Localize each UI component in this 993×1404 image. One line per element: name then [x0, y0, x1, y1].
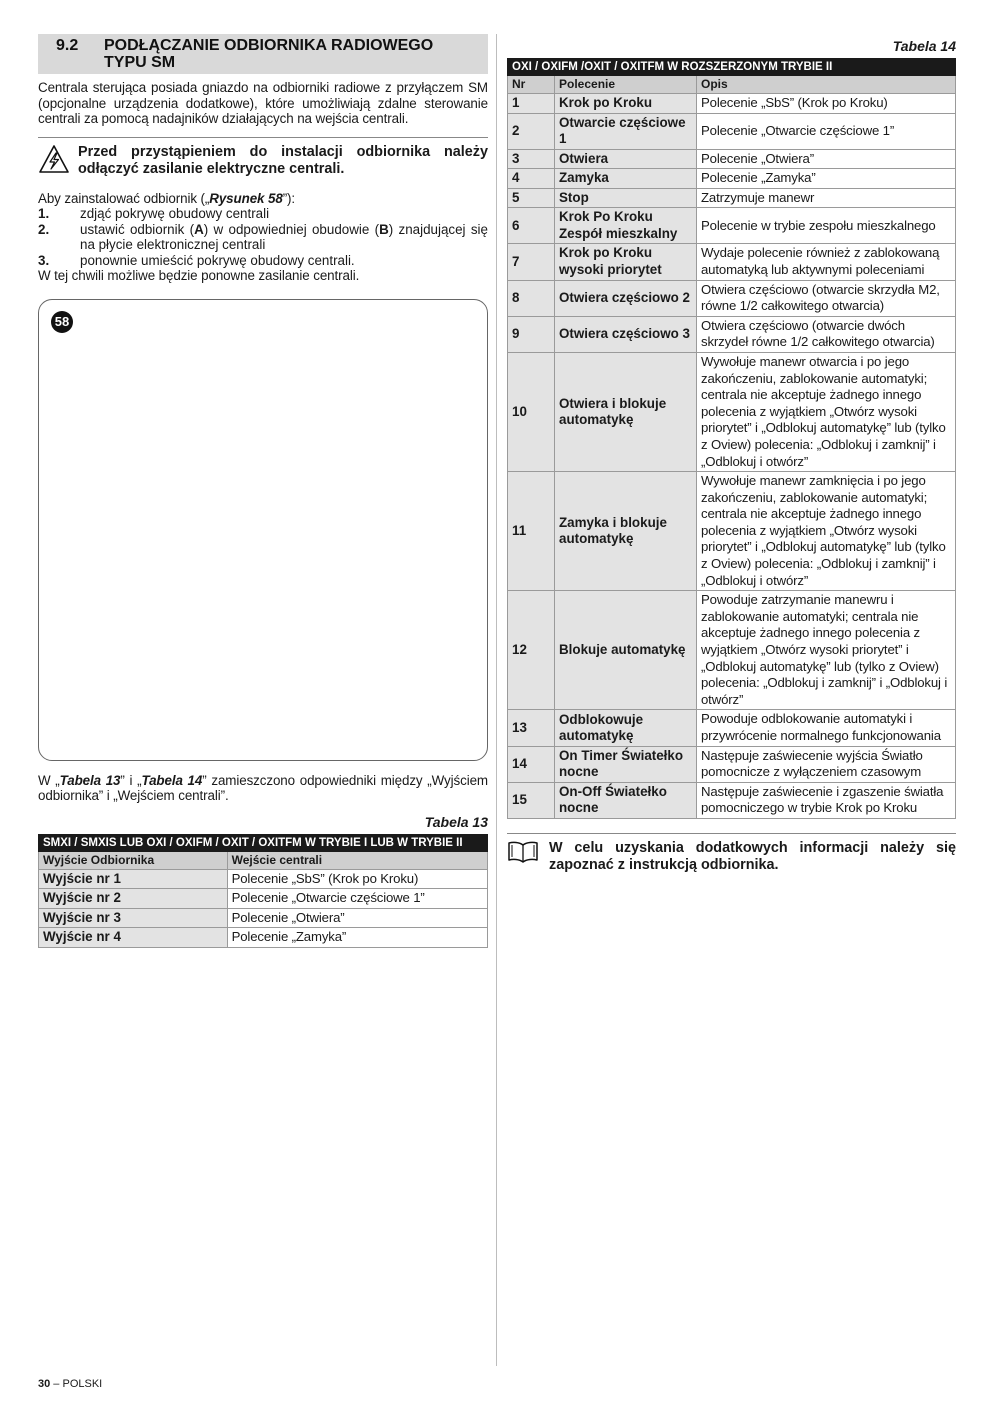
table14-cell-nr: 6: [508, 208, 555, 244]
table-row: [508, 316, 956, 352]
table-row: Wyjście nr 4 Polecenie „Zamyka”: [39, 928, 488, 948]
table-row: [508, 149, 956, 169]
table14-col-nr: Nr: [508, 76, 555, 94]
section-title: PODŁĄCZANIE ODBIORNIKA RADIOWEGO TYPU SM: [104, 37, 434, 71]
figure-58-box: [38, 299, 488, 761]
column-divider: [496, 34, 497, 1366]
table-row: [508, 169, 956, 189]
table14-cell-desc: Wywołuje manewr otwarcia i po jego zakończeniu, zablokowanie automatyki; centrala nie akceptuje żadnego innego polecenia z wyjątkiem „Otwórz wysoki priorytet” i „Odblokuj automatykę” lub (tylko z Oview) polecenia: „Odblokuj i zamknij” i „Odblokuj i otwórz”: [697, 352, 956, 471]
table14-cell-nr: 3: [508, 149, 555, 169]
table-row: [508, 208, 956, 244]
table14-cell-cmd: Krok Po Kroku Zespół mieszkalny: [555, 208, 697, 244]
table-row: [508, 782, 956, 818]
left-column: [38, 34, 488, 948]
table14-cell-desc: Następuje zaświecenie wyjścia Światło pomocnicze z wyłączeniem czasowym: [697, 746, 956, 782]
table14-cell-desc: Polecenie „SbS” (Krok po Kroku): [697, 94, 956, 114]
page-footer: 30 – POLSKI: [38, 1378, 103, 1390]
table14-cell-cmd: Otwiera częściowo 2: [555, 280, 697, 316]
table-row: Wyjście nr 2 Polecenie „Otwarcie częściowe 1”: [39, 889, 488, 909]
table14-cell-nr: 5: [508, 188, 555, 208]
table14-cell-desc: Wywołuje manewr zamknięcia i po jego zakończeniu, zablokowanie automatyki; centrala nie akceptuje żadnego innego polecenia z wyjątkiem „Otwórz wysoki priorytet” i „Odblokuj automatykę” lub (tylko z Oview) polecenia: „Odblokuj i zamknij” i „Odblokuj i otwórz”: [697, 472, 956, 591]
step-item: 3. ponownie umieścić pokrywę obudowy centrali.: [38, 252, 355, 268]
install-after: W tej chwili możliwe będzie ponowne zasilanie centrali.: [38, 268, 360, 283]
table13-col-output: Wyjście Odbiornika: [39, 851, 228, 869]
table14-cell-desc: Otwiera częściowo (otwarcie skrzydła M2, równe 1/2 całkowitego otwarcia): [697, 280, 956, 316]
intro-paragraph: Centrala sterująca posiada gniazdo na odbiorniki radiowe z przyłączem SM (opcjonalne urządzenia dodatkowe), które umożliwiają zdalne sterowanie centrali za pomocą nadajników działających na wejścia centrali.: [38, 80, 488, 126]
table-13: [38, 834, 488, 948]
step-item: 2. ustawić odbiornik (A) w odpowiedniej obudowie (B) znajdującej się na płycie elektronicznej centrali: [38, 221, 488, 252]
table14-cell-nr: 4: [508, 169, 555, 189]
table14-cell-desc: Polecenie w trybie zespołu mieszkalnego: [697, 208, 956, 244]
note-text: W celu uzyskania dodatkowych informacji należy się zapoznać z instrukcją odbiornika.: [549, 839, 956, 873]
table14-cell-desc: Polecenie „Zamyka”: [697, 169, 956, 189]
table14-cell-desc: Otwiera częściowo (otwarcie dwóch skrzydeł równe 1/2 całkowitego otwarcia): [697, 316, 956, 352]
table14-cell-desc: Powoduje odblokowanie automatyki i przywrócenie normalnego funkcjonowania: [697, 710, 956, 746]
table14-cell-cmd: Otwiera częściowo 3: [555, 316, 697, 352]
table14-cell-nr: 13: [508, 710, 555, 746]
figure-reference: Rysunek 58: [209, 190, 283, 206]
step-item: 1. zdjąć pokrywę obudowy centrali: [38, 206, 270, 221]
table-row: [508, 710, 956, 746]
table14-cell-nr: 2: [508, 113, 555, 149]
right-column: [507, 38, 956, 874]
table-row: [508, 94, 956, 114]
table-row: [508, 113, 956, 149]
table14-header: OXI / OXIFM /OXIT / OXITFM W ROZSZERZONYM TRYBIE II: [508, 59, 956, 76]
table14-cell-nr: 7: [508, 244, 555, 280]
table-row: Wyjście nr 3 Polecenie „Otwiera”: [39, 908, 488, 928]
table-row: [508, 188, 956, 208]
figure-number-badge: 58: [51, 311, 73, 333]
table-row: Wyjście nr 1 Polecenie „SbS” (Krok po Kroku): [39, 869, 488, 889]
section-number: 9.2: [56, 37, 79, 54]
table-row: [508, 244, 956, 280]
warning-text: Przed przystąpieniem do instalacji odbiornika należy odłączyć zasilanie elektryczne centrali.: [78, 143, 488, 177]
table-row: [508, 472, 956, 591]
table14-cell-cmd: On Timer Światełko nocne: [555, 746, 697, 782]
warning-block: [38, 137, 488, 179]
table14-cell-nr: 1: [508, 94, 555, 114]
table-row: [508, 746, 956, 782]
table14-cell-cmd: Otwarcie częściowe 1: [555, 113, 697, 149]
table14-cell-nr: 10: [508, 352, 555, 471]
table-row: [508, 591, 956, 710]
table-row: [508, 352, 956, 471]
table14-cell-cmd: Otwiera: [555, 149, 697, 169]
table14-cell-cmd: Otwiera i blokuje automatykę: [555, 352, 697, 471]
table14-cell-cmd: Krok po Kroku: [555, 94, 697, 114]
table14-cell-cmd: Krok po Kroku wysoki priorytet: [555, 244, 697, 280]
table14-cell-nr: 9: [508, 316, 555, 352]
table14-caption: Tabela 14: [892, 38, 956, 54]
table14-cell-desc: Powoduje zatrzymanie manewru i zablokowanie automatyki; centrala nie akceptuje żadnego innego polecenia z wyjątkiem „Otwórz wysoki priorytet” i „Odblokuj automatykę” lub (tylko z Oview) polecenia: „Odblokuj i zamknij” i „Odblokuj i otwórz”: [697, 591, 956, 710]
table14-cell-nr: 15: [508, 782, 555, 818]
table14-cell-cmd: Blokuje automatykę: [555, 591, 697, 710]
open-book-icon: [507, 840, 549, 874]
table14-cell-desc: Polecenie „Otwarcie częściowe 1”: [697, 113, 956, 149]
table14-cell-desc: Wydaje polecenie również z zablokowaną automatyką lub aktywnymi poleceniami: [697, 244, 956, 280]
footer-language: POLSKI: [62, 1378, 103, 1390]
table-14: [507, 58, 956, 819]
table14-col-description: Opis: [697, 76, 956, 94]
table14-cell-desc: Następuje zaświecenie i zgaszenie światła pomocniczego w trybie Krok po Kroku: [697, 782, 956, 818]
table14-cell-cmd: Zamyka i blokuje automatykę: [555, 472, 697, 591]
table14-cell-nr: 11: [508, 472, 555, 591]
install-steps: [38, 191, 488, 284]
table13-header: SMXI / SMXIS LUB OXI / OXIFM / OXIT / OXITFM W TRYBIE I LUB W TRYBIE II: [39, 834, 488, 851]
table14-cell-desc: Polecenie „Otwiera”: [697, 149, 956, 169]
table14-cell-cmd: Odblokowuje automatykę: [555, 710, 697, 746]
table-row: [508, 280, 956, 316]
table13-col-input: Wejście centrali: [227, 851, 487, 869]
table14-col-command: Polecenie: [555, 76, 697, 94]
table14-cell-cmd: Stop: [555, 188, 697, 208]
install-lead: Aby zainstalować odbiornik („Rysunek 58”):: [38, 190, 296, 206]
table14-cell-nr: 8: [508, 280, 555, 316]
page-number: 30: [38, 1378, 51, 1390]
section-heading: [38, 34, 488, 74]
table14-cell-nr: 14: [508, 746, 555, 782]
table14-body: [508, 94, 956, 819]
table14-cell-nr: 12: [508, 591, 555, 710]
table14-cell-cmd: Zamyka: [555, 169, 697, 189]
table14-cell-desc: Zatrzymuje manewr: [697, 188, 956, 208]
electric-hazard-icon: [38, 144, 78, 179]
table13-caption: Tabela 13: [424, 813, 488, 830]
note-block: [507, 833, 956, 874]
table-reference-paragraph: W „Tabela 13” i „Tabela 14” zamieszczono odpowiedniki między „Wyjściem odbiornika” i „Wejściem centrali”.: [38, 772, 488, 803]
table14-cell-cmd: On-Off Światełko nocne: [555, 782, 697, 818]
